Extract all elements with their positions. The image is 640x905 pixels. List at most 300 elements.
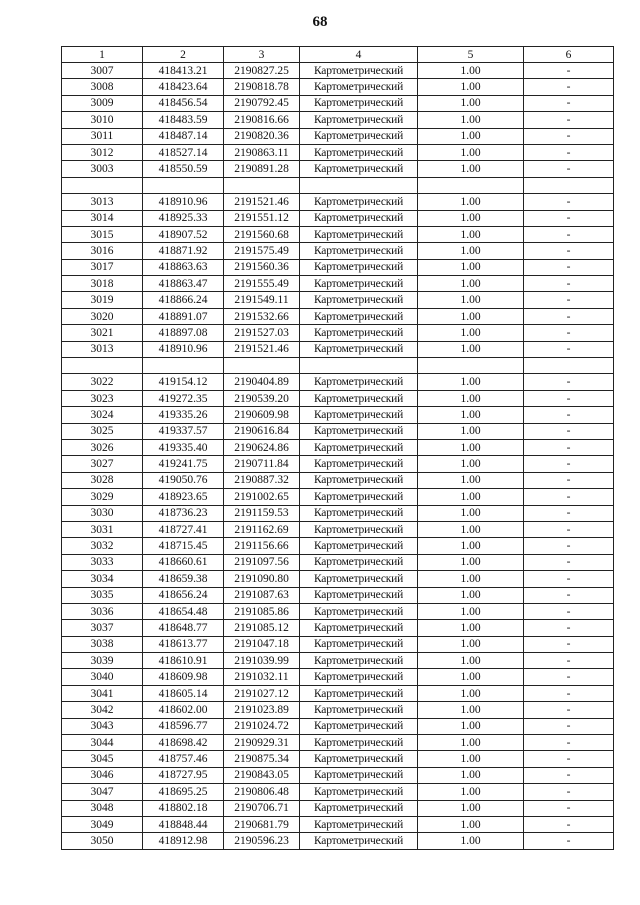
table-cell: Картометрический xyxy=(300,554,418,570)
table-cell: 1.00 xyxy=(418,538,524,554)
table-cell: - xyxy=(524,276,614,292)
table-cell: 3027 xyxy=(62,456,143,472)
table-cell: 1.00 xyxy=(418,784,524,800)
table-cell: - xyxy=(524,718,614,734)
table-cell: 2191085.86 xyxy=(224,603,300,619)
table-cell: 2191521.46 xyxy=(224,194,300,210)
table-cell: 3025 xyxy=(62,423,143,439)
table-cell: 418866.24 xyxy=(143,292,224,308)
table-row xyxy=(62,194,614,210)
table-cell: 418423.64 xyxy=(143,79,224,95)
table-cell: 3010 xyxy=(62,112,143,128)
table-cell: Картометрический xyxy=(300,636,418,652)
table-row xyxy=(62,653,614,669)
table-cell: 3011 xyxy=(62,128,143,144)
table-cell: 418613.77 xyxy=(143,636,224,652)
table-cell: - xyxy=(524,210,614,226)
table-row xyxy=(62,79,614,95)
table-cell: 3035 xyxy=(62,587,143,603)
table-cell: 418897.08 xyxy=(143,325,224,341)
table-cell: 418891.07 xyxy=(143,308,224,324)
table-body xyxy=(62,63,614,850)
table-cell: - xyxy=(524,833,614,849)
table-cell: - xyxy=(524,308,614,324)
table-cell: 2191087.63 xyxy=(224,587,300,603)
table-cell: - xyxy=(524,816,614,832)
table-cell: - xyxy=(524,538,614,554)
table-cell: Картометрический xyxy=(300,472,418,488)
table-cell: 2191156.66 xyxy=(224,538,300,554)
table-cell: 3016 xyxy=(62,243,143,259)
table-cell: 3040 xyxy=(62,669,143,685)
coordinates-table xyxy=(61,46,614,850)
table-cell: 2190404.89 xyxy=(224,374,300,390)
empty-cell xyxy=(143,358,224,374)
table-cell: 1.00 xyxy=(418,308,524,324)
table-cell: Картометрический xyxy=(300,833,418,849)
table-cell: Картометрический xyxy=(300,226,418,242)
table-row xyxy=(62,95,614,111)
table-cell: 2191002.65 xyxy=(224,489,300,505)
table-cell: Картометрический xyxy=(300,571,418,587)
column-header: 4 xyxy=(300,47,418,63)
table-cell: 1.00 xyxy=(418,325,524,341)
table-cell: 2191047.18 xyxy=(224,636,300,652)
table-cell: - xyxy=(524,194,614,210)
table-cell: 418609.98 xyxy=(143,669,224,685)
table-cell: 1.00 xyxy=(418,489,524,505)
table-cell: 3039 xyxy=(62,653,143,669)
empty-cell xyxy=(418,177,524,193)
table-cell: Картометрический xyxy=(300,390,418,406)
table-cell: 1.00 xyxy=(418,423,524,439)
table-cell: Картометрический xyxy=(300,784,418,800)
table-cell: 3034 xyxy=(62,571,143,587)
table-cell: 3018 xyxy=(62,276,143,292)
table-cell: Картометрический xyxy=(300,325,418,341)
table-row xyxy=(62,161,614,177)
table-cell: 3038 xyxy=(62,636,143,652)
table-cell: 2191575.49 xyxy=(224,243,300,259)
table-header-row xyxy=(62,47,614,63)
empty-cell xyxy=(300,358,418,374)
table-cell: Картометрический xyxy=(300,161,418,177)
table-cell: 418596.77 xyxy=(143,718,224,734)
table-cell: 3013 xyxy=(62,194,143,210)
table-cell: 2190806.48 xyxy=(224,784,300,800)
table-cell: Картометрический xyxy=(300,653,418,669)
table-cell: 419335.40 xyxy=(143,439,224,455)
table-row xyxy=(62,210,614,226)
table-cell: 418923.65 xyxy=(143,489,224,505)
table-cell: 3007 xyxy=(62,63,143,79)
table-cell: 2190616.84 xyxy=(224,423,300,439)
empty-cell xyxy=(524,358,614,374)
table-cell: 418648.77 xyxy=(143,620,224,636)
table-cell: - xyxy=(524,144,614,160)
table-cell: 3028 xyxy=(62,472,143,488)
table-cell: 2190875.34 xyxy=(224,751,300,767)
table-cell: 418910.96 xyxy=(143,341,224,357)
table-cell: 2191023.89 xyxy=(224,702,300,718)
table-cell: 2191560.68 xyxy=(224,226,300,242)
table-cell: 2191551.12 xyxy=(224,210,300,226)
table-cell: - xyxy=(524,63,614,79)
table-cell: 3015 xyxy=(62,226,143,242)
table-cell: Картометрический xyxy=(300,816,418,832)
table-cell: - xyxy=(524,95,614,111)
table-cell: 3033 xyxy=(62,554,143,570)
table-cell: 2191532.66 xyxy=(224,308,300,324)
table-cell: 1.00 xyxy=(418,587,524,603)
table-cell: Картометрический xyxy=(300,95,418,111)
table-cell: 1.00 xyxy=(418,767,524,783)
table-cell: 3045 xyxy=(62,751,143,767)
empty-cell xyxy=(62,358,143,374)
table-row xyxy=(62,276,614,292)
table-cell: Картометрический xyxy=(300,521,418,537)
table-cell: 418656.24 xyxy=(143,587,224,603)
table-cell: - xyxy=(524,702,614,718)
table-row xyxy=(62,292,614,308)
column-header: 3 xyxy=(224,47,300,63)
table-cell: 418863.47 xyxy=(143,276,224,292)
table-cell: 3020 xyxy=(62,308,143,324)
table-cell: Картометрический xyxy=(300,144,418,160)
table-cell: 418912.98 xyxy=(143,833,224,849)
table-cell: 3008 xyxy=(62,79,143,95)
table-cell: - xyxy=(524,161,614,177)
table-cell: 418610.91 xyxy=(143,653,224,669)
table-cell: 2191549.11 xyxy=(224,292,300,308)
table-cell: 1.00 xyxy=(418,505,524,521)
table-cell: 418871.92 xyxy=(143,243,224,259)
table-row xyxy=(62,112,614,128)
table-cell: 418848.44 xyxy=(143,816,224,832)
table-cell: 2190596.23 xyxy=(224,833,300,849)
table-cell: 1.00 xyxy=(418,603,524,619)
table-cell: 1.00 xyxy=(418,718,524,734)
table-cell: Картометрический xyxy=(300,620,418,636)
table-cell: 3023 xyxy=(62,390,143,406)
table-cell: 2190863.11 xyxy=(224,144,300,160)
table-row xyxy=(62,538,614,554)
table-cell: 2190609.98 xyxy=(224,407,300,423)
table-cell: 418695.25 xyxy=(143,784,224,800)
table-cell: 1.00 xyxy=(418,521,524,537)
table-cell: 3009 xyxy=(62,95,143,111)
table-cell: 3050 xyxy=(62,833,143,849)
table-row xyxy=(62,325,614,341)
table-cell: Картометрический xyxy=(300,374,418,390)
table-cell: 418659.38 xyxy=(143,571,224,587)
table-cell: - xyxy=(524,571,614,587)
table-cell: 3029 xyxy=(62,489,143,505)
table-cell: 3049 xyxy=(62,816,143,832)
table-cell: Картометрический xyxy=(300,718,418,734)
table-cell: Картометрический xyxy=(300,735,418,751)
table-cell: - xyxy=(524,784,614,800)
table-cell: Картометрический xyxy=(300,603,418,619)
table-cell: 2190624.86 xyxy=(224,439,300,455)
empty-cell xyxy=(524,177,614,193)
table-cell: 1.00 xyxy=(418,653,524,669)
table-cell: - xyxy=(524,292,614,308)
table-cell: 419335.26 xyxy=(143,407,224,423)
table-cell: 3019 xyxy=(62,292,143,308)
table-cell: Картометрический xyxy=(300,292,418,308)
table-row xyxy=(62,800,614,816)
table-cell: - xyxy=(524,620,614,636)
table-row xyxy=(62,554,614,570)
table-cell: Картометрический xyxy=(300,276,418,292)
table-row xyxy=(62,718,614,734)
table-cell: 1.00 xyxy=(418,276,524,292)
table-cell: - xyxy=(524,243,614,259)
table-cell: 2190539.20 xyxy=(224,390,300,406)
table-cell: 2191024.72 xyxy=(224,718,300,734)
table-cell: 2191032.11 xyxy=(224,669,300,685)
table-row xyxy=(62,243,614,259)
empty-cell xyxy=(224,177,300,193)
table-cell: - xyxy=(524,325,614,341)
table-row xyxy=(62,833,614,849)
table-cell: 418736.23 xyxy=(143,505,224,521)
table-cell: Картометрический xyxy=(300,767,418,783)
table-cell: 1.00 xyxy=(418,194,524,210)
table-row xyxy=(62,407,614,423)
table-row xyxy=(62,685,614,701)
table-cell: 418802.18 xyxy=(143,800,224,816)
table-cell: 1.00 xyxy=(418,620,524,636)
table-cell: 2191162.69 xyxy=(224,521,300,537)
table-cell: - xyxy=(524,505,614,521)
table-cell: Картометрический xyxy=(300,439,418,455)
table-cell: 1.00 xyxy=(418,259,524,275)
table-cell: - xyxy=(524,603,614,619)
table-row xyxy=(62,603,614,619)
table-row xyxy=(62,259,614,275)
table-cell: 3044 xyxy=(62,735,143,751)
table-cell: - xyxy=(524,636,614,652)
table-cell: 2190820.36 xyxy=(224,128,300,144)
table-cell: 2190827.25 xyxy=(224,63,300,79)
table-cell: 3031 xyxy=(62,521,143,537)
table-cell: Картометрический xyxy=(300,489,418,505)
table-row xyxy=(62,702,614,718)
table-cell: 418654.48 xyxy=(143,603,224,619)
table-row xyxy=(62,784,614,800)
table-cell: 3037 xyxy=(62,620,143,636)
table-row xyxy=(62,767,614,783)
table-row xyxy=(62,636,614,652)
table-cell: 1.00 xyxy=(418,407,524,423)
table-cell: 1.00 xyxy=(418,210,524,226)
table-row xyxy=(62,505,614,521)
table-cell: 1.00 xyxy=(418,833,524,849)
table-cell: 418907.52 xyxy=(143,226,224,242)
table-cell: 418715.45 xyxy=(143,538,224,554)
table-cell: - xyxy=(524,259,614,275)
table-cell: - xyxy=(524,767,614,783)
table-row xyxy=(62,751,614,767)
table-row xyxy=(62,816,614,832)
table-cell: 3021 xyxy=(62,325,143,341)
table-cell: - xyxy=(524,472,614,488)
table-cell: 2190891.28 xyxy=(224,161,300,177)
table-cell: 1.00 xyxy=(418,439,524,455)
table-cell: - xyxy=(524,735,614,751)
table-cell: 2191159.53 xyxy=(224,505,300,521)
table-cell: Картометрический xyxy=(300,702,418,718)
table-row xyxy=(62,620,614,636)
table-cell: 3017 xyxy=(62,259,143,275)
table-row xyxy=(62,374,614,390)
page-number: 68 xyxy=(312,14,328,30)
table-cell: Картометрический xyxy=(300,210,418,226)
table-row xyxy=(62,521,614,537)
table-cell: 1.00 xyxy=(418,341,524,357)
table-cell: 418925.33 xyxy=(143,210,224,226)
table-cell: 418863.63 xyxy=(143,259,224,275)
table-cell: 1.00 xyxy=(418,226,524,242)
table-cell: 418727.41 xyxy=(143,521,224,537)
table-cell: 418727.95 xyxy=(143,767,224,783)
table-cell: 2190887.32 xyxy=(224,472,300,488)
table-cell: 2191527.03 xyxy=(224,325,300,341)
empty-cell xyxy=(224,358,300,374)
table-cell: 2190843.05 xyxy=(224,767,300,783)
table-cell: 1.00 xyxy=(418,63,524,79)
table-row xyxy=(62,489,614,505)
table-cell: 419337.57 xyxy=(143,423,224,439)
table-row xyxy=(62,128,614,144)
empty-cell xyxy=(143,177,224,193)
table-cell: Картометрический xyxy=(300,456,418,472)
table-cell: 2190929.31 xyxy=(224,735,300,751)
table-cell: 2190681.79 xyxy=(224,816,300,832)
table-cell: 418550.59 xyxy=(143,161,224,177)
table-cell: 3046 xyxy=(62,767,143,783)
table-cell: 3043 xyxy=(62,718,143,734)
table-cell: 418483.59 xyxy=(143,112,224,128)
table-cell: Картометрический xyxy=(300,751,418,767)
table-row xyxy=(62,144,614,160)
table-cell: Картометрический xyxy=(300,128,418,144)
table-cell: Картометрический xyxy=(300,63,418,79)
table-cell: 1.00 xyxy=(418,472,524,488)
table-cell: Картометрический xyxy=(300,685,418,701)
table-cell: 2191555.49 xyxy=(224,276,300,292)
table-row xyxy=(62,456,614,472)
table-cell: 419241.75 xyxy=(143,456,224,472)
table-cell: 1.00 xyxy=(418,79,524,95)
table-cell: 1.00 xyxy=(418,144,524,160)
group-separator-row xyxy=(62,358,614,374)
column-header: 2 xyxy=(143,47,224,63)
table-cell: Картометрический xyxy=(300,800,418,816)
table-cell: 1.00 xyxy=(418,456,524,472)
table-cell: 1.00 xyxy=(418,685,524,701)
table-cell: - xyxy=(524,390,614,406)
table-cell: - xyxy=(524,423,614,439)
table-cell: 3047 xyxy=(62,784,143,800)
table-cell: 3032 xyxy=(62,538,143,554)
table-cell: Картометрический xyxy=(300,79,418,95)
table-cell: 418660.61 xyxy=(143,554,224,570)
table-cell: Картометрический xyxy=(300,587,418,603)
table-cell: 418527.14 xyxy=(143,144,224,160)
empty-cell xyxy=(300,177,418,193)
table-cell: Картометрический xyxy=(300,341,418,357)
table-cell: 2191521.46 xyxy=(224,341,300,357)
table-cell: - xyxy=(524,439,614,455)
table-cell: Картометрический xyxy=(300,194,418,210)
table-cell: - xyxy=(524,669,614,685)
table-cell: 1.00 xyxy=(418,243,524,259)
table-cell: - xyxy=(524,587,614,603)
table-row xyxy=(62,735,614,751)
table-cell: 3036 xyxy=(62,603,143,619)
table-cell: 1.00 xyxy=(418,554,524,570)
table-cell: 418413.21 xyxy=(143,63,224,79)
table-cell: - xyxy=(524,685,614,701)
table-cell: 1.00 xyxy=(418,128,524,144)
table-cell: - xyxy=(524,489,614,505)
table-cell: Картометрический xyxy=(300,308,418,324)
table-cell: 2191085.12 xyxy=(224,620,300,636)
table-cell: Картометрический xyxy=(300,407,418,423)
table-cell: - xyxy=(524,374,614,390)
table-row xyxy=(62,472,614,488)
table-cell: - xyxy=(524,456,614,472)
table-row xyxy=(62,439,614,455)
table-cell: 2190818.78 xyxy=(224,79,300,95)
table-row xyxy=(62,669,614,685)
table-cell: - xyxy=(524,79,614,95)
table-cell: - xyxy=(524,521,614,537)
table-cell: - xyxy=(524,128,614,144)
table-cell: 3030 xyxy=(62,505,143,521)
table-cell: Картометрический xyxy=(300,259,418,275)
table-cell: 1.00 xyxy=(418,669,524,685)
empty-cell xyxy=(62,177,143,193)
table-cell: 418487.14 xyxy=(143,128,224,144)
table-cell: 1.00 xyxy=(418,751,524,767)
table-cell: Картометрический xyxy=(300,423,418,439)
table-cell: - xyxy=(524,653,614,669)
table-cell: - xyxy=(524,407,614,423)
table-cell: 2190816.66 xyxy=(224,112,300,128)
table-row xyxy=(62,423,614,439)
table-cell: 419272.35 xyxy=(143,390,224,406)
table-cell: 3022 xyxy=(62,374,143,390)
table-row xyxy=(62,587,614,603)
table-cell: 3013 xyxy=(62,341,143,357)
table-cell: 418456.54 xyxy=(143,95,224,111)
table-cell: 418605.14 xyxy=(143,685,224,701)
table-cell: 1.00 xyxy=(418,161,524,177)
table-row xyxy=(62,308,614,324)
table-cell: 3026 xyxy=(62,439,143,455)
table-cell: - xyxy=(524,751,614,767)
table-row xyxy=(62,390,614,406)
empty-cell xyxy=(418,358,524,374)
table-cell: 2191560.36 xyxy=(224,259,300,275)
column-header: 6 xyxy=(524,47,614,63)
table-cell: 1.00 xyxy=(418,112,524,128)
table-cell: 419050.76 xyxy=(143,472,224,488)
